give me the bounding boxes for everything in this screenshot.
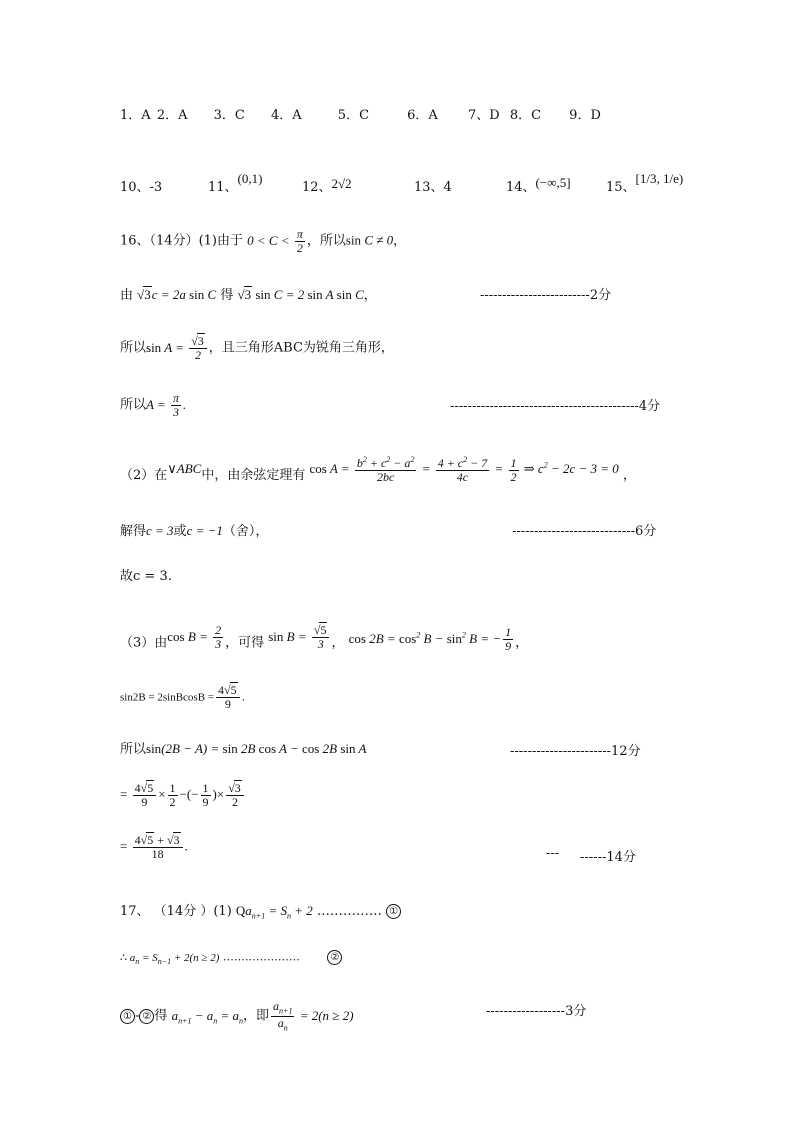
fill-q10: 10、-3: [120, 180, 163, 195]
q17-eq2: ∴ $a_n = S_{n-1} + 2(n \ge 2)$: [120, 951, 220, 966]
q17-line-3: ① - ② 得 $a_{n+1} - a_n = a_n$，即 $\frac{a_{n+1}}{a_n}$ = 2(n ≥ 2): [120, 1000, 354, 1033]
q16-l5-pre: （2）在: [120, 468, 168, 484]
q16-line-5: （2）在∨ABC中，由余弦定理有 cos A = $\frac{b^2 + c^2 - a^2}{2bc}$ = $\frac{4 + c^2 - 7}{4c}$ = $\frac{1}{2}$ ⇒ $c^2 - 2c - 3 = 0$ ，: [120, 455, 636, 485]
fill-q12-value: 2√2: [331, 176, 352, 191]
q16-triangle: ∨ABC: [167, 461, 202, 477]
q16-l5-mid: 中，由余弦定理有: [201, 468, 306, 484]
q16-sinA: sin A = $\frac{√3}{2}$: [146, 340, 209, 355]
q16-sin2BA: sin(2B − A) = sin 2B cos A − cos 2B sin A: [146, 741, 367, 756]
q16-line-4: [120, 392, 186, 419]
q16-line-11: = $\frac{4√5}{9}$ × $\frac{1}{2}$ −(− $\frac{1}{9}$ )× $\frac{√3}{2}$: [120, 782, 246, 809]
q16-line-10: [120, 738, 366, 757]
q16-l3-tail: ，且三角形ABC为锐角三角形，: [208, 340, 394, 356]
q17-diff: $a_{n+1} - a_n = a_n$: [171, 1007, 244, 1026]
circled-one: ①: [386, 904, 401, 919]
q17-eq1: $Qa_{n+1} = S_n + 2$: [235, 903, 313, 921]
q16-line-6: [120, 520, 268, 539]
q16-cm1: c = −1: [186, 523, 223, 538]
q16-l2-mid: 得: [220, 288, 234, 303]
q16-l6-mid: 或: [173, 524, 187, 539]
fill-q14-label: 14、: [506, 180, 536, 195]
q16-cos2B: $\cos 2B = \cos^2 B - \sin^2 B$ = − $\frac{1}{9}$: [348, 625, 512, 654]
q16-line-7: 故c = 3.: [120, 569, 172, 584]
q17-line-1: [120, 900, 401, 921]
circled-two: ②: [327, 950, 342, 965]
q16-l10-pre: 所以: [120, 742, 147, 757]
q16-score-6: ----------------------------6分: [512, 524, 657, 539]
fill-q11-value: (0,1): [237, 171, 263, 186]
q16-c3: c = 3: [146, 523, 174, 538]
q16-sin2B: sin2B = 2sinBcosB =: [120, 691, 215, 704]
q16-line-8: （3）由cos B = $\frac{2}{3}$ ，可得 sin B = $\frac{√5}{3}$ ， $\cos 2B = \cos^2 B - \sin^2 B$ = − $\frac{1}{9}$ ，: [120, 623, 529, 654]
fill-q12-label: 12、: [302, 180, 332, 195]
mc-answer-4: 4．A: [270, 108, 302, 123]
q16-l6-tail: （舍），: [222, 524, 269, 539]
q16-eq1: √3c = 2a sin C: [137, 287, 217, 302]
fill-q14-value: (−∞,5]: [535, 175, 571, 190]
q16-A-value: A = $\frac{\pi}{3}$ .: [146, 391, 187, 420]
q16-score-2: -------------------------2分: [480, 288, 612, 303]
q17-l3-tail: ，即: [243, 1008, 270, 1024]
q16-line-2: 由 √3c = 2a sin C 得 √3 sin C = 2 sin A sin C，: [120, 287, 377, 303]
mc-answer-2: 2．A: [156, 108, 188, 123]
q17-l3-mid: 得: [154, 1008, 168, 1024]
q16-l8-mid: ，可得: [225, 635, 265, 651]
q16-score-12: -----------------------12分: [510, 744, 641, 759]
q16-line-12: = $\frac{4√5 + √3}{18}$ .: [120, 833, 188, 862]
q16-cos-law: cos A = $\frac{b^2 + c^2 - a^2}{2bc}$ = $\frac{4 + c^2 - 7}{4c}$ = $\frac{1}{2}$ ⇒ $c^2 - 2c - 3 = 0$: [309, 455, 619, 485]
circled-two-b: ②: [139, 1009, 154, 1024]
q16-score-4: -------------------------------------------4分: [450, 399, 661, 414]
mc-answer-8: 8．C: [509, 108, 542, 123]
q17-score-3: ------------------3分: [486, 1004, 587, 1019]
fill-q12: [302, 176, 352, 195]
fill-q11-label: 11、: [208, 180, 238, 195]
mc-answer-3: 3．C: [213, 108, 245, 123]
mc-answer-7: 7、D: [467, 108, 500, 123]
q16-line-3: [120, 335, 394, 362]
q17-dots-2: …………………: [222, 950, 300, 964]
fill-q15: [606, 171, 684, 195]
mc-answers: [120, 104, 601, 123]
mc-answer-5: 5．C: [337, 108, 370, 123]
mc-answer-1: 1．A: [120, 108, 151, 123]
q16-l8-pre: （3）由: [120, 635, 168, 651]
q16-sin2B-value: $\frac{4√5}{9}$: [216, 684, 240, 711]
fill-q13: 13、4: [414, 180, 452, 195]
q17-line-2: [120, 950, 342, 966]
circled-one-b: ①: [120, 1009, 135, 1024]
fill-q11: [208, 171, 263, 195]
q16-l1-tail: ，所以: [306, 233, 346, 249]
mc-answer-6: 6．A: [407, 108, 438, 123]
q16-ineq: 0 < C < $\frac{\pi}{2}$: [247, 227, 303, 256]
fill-q15-value: [1/3, 1/e): [635, 171, 684, 186]
q16-sinc: sin C ≠ 0: [345, 232, 394, 248]
q16-score-14a: ---: [546, 846, 560, 861]
mc-answer-9: 9．D: [569, 108, 601, 123]
q16-l2-pre: 由: [120, 288, 134, 303]
q16-l3-pre: 所以: [120, 340, 147, 356]
q16-cosB: cos B = $\frac{2}{3}$: [167, 623, 222, 652]
q17-ratio: $\frac{a_{n+1}}{a_n}$ = 2(n ≥ 2): [273, 999, 354, 1033]
q16-line-9: sin2B = 2sinBcosB = $\frac{4√5}{9}$ .: [120, 683, 246, 712]
q17-dots-1: ……………: [316, 904, 382, 919]
q16-score-14b: ------14分: [580, 850, 636, 865]
q16-heading: 16、（14分）(1)由于: [120, 233, 243, 249]
fill-q15-label: 15、: [606, 180, 636, 195]
q16-l4-pre: 所以: [120, 397, 147, 413]
q16-eq2: √3 sin C = 2 sin A sin C: [237, 287, 364, 302]
q16-sinB: sin B = $\frac{√5}{3}$: [268, 629, 331, 644]
q17-heading: 17、 （14分 ）(1): [120, 904, 232, 919]
q16-line-1: 16、（14分）(1)由于 0 < C < $\frac{\pi}{2}$ ，所以sin C ≠ 0，: [120, 227, 407, 256]
q16-l6-pre: 解得: [120, 524, 147, 539]
fill-q14: [506, 176, 571, 195]
